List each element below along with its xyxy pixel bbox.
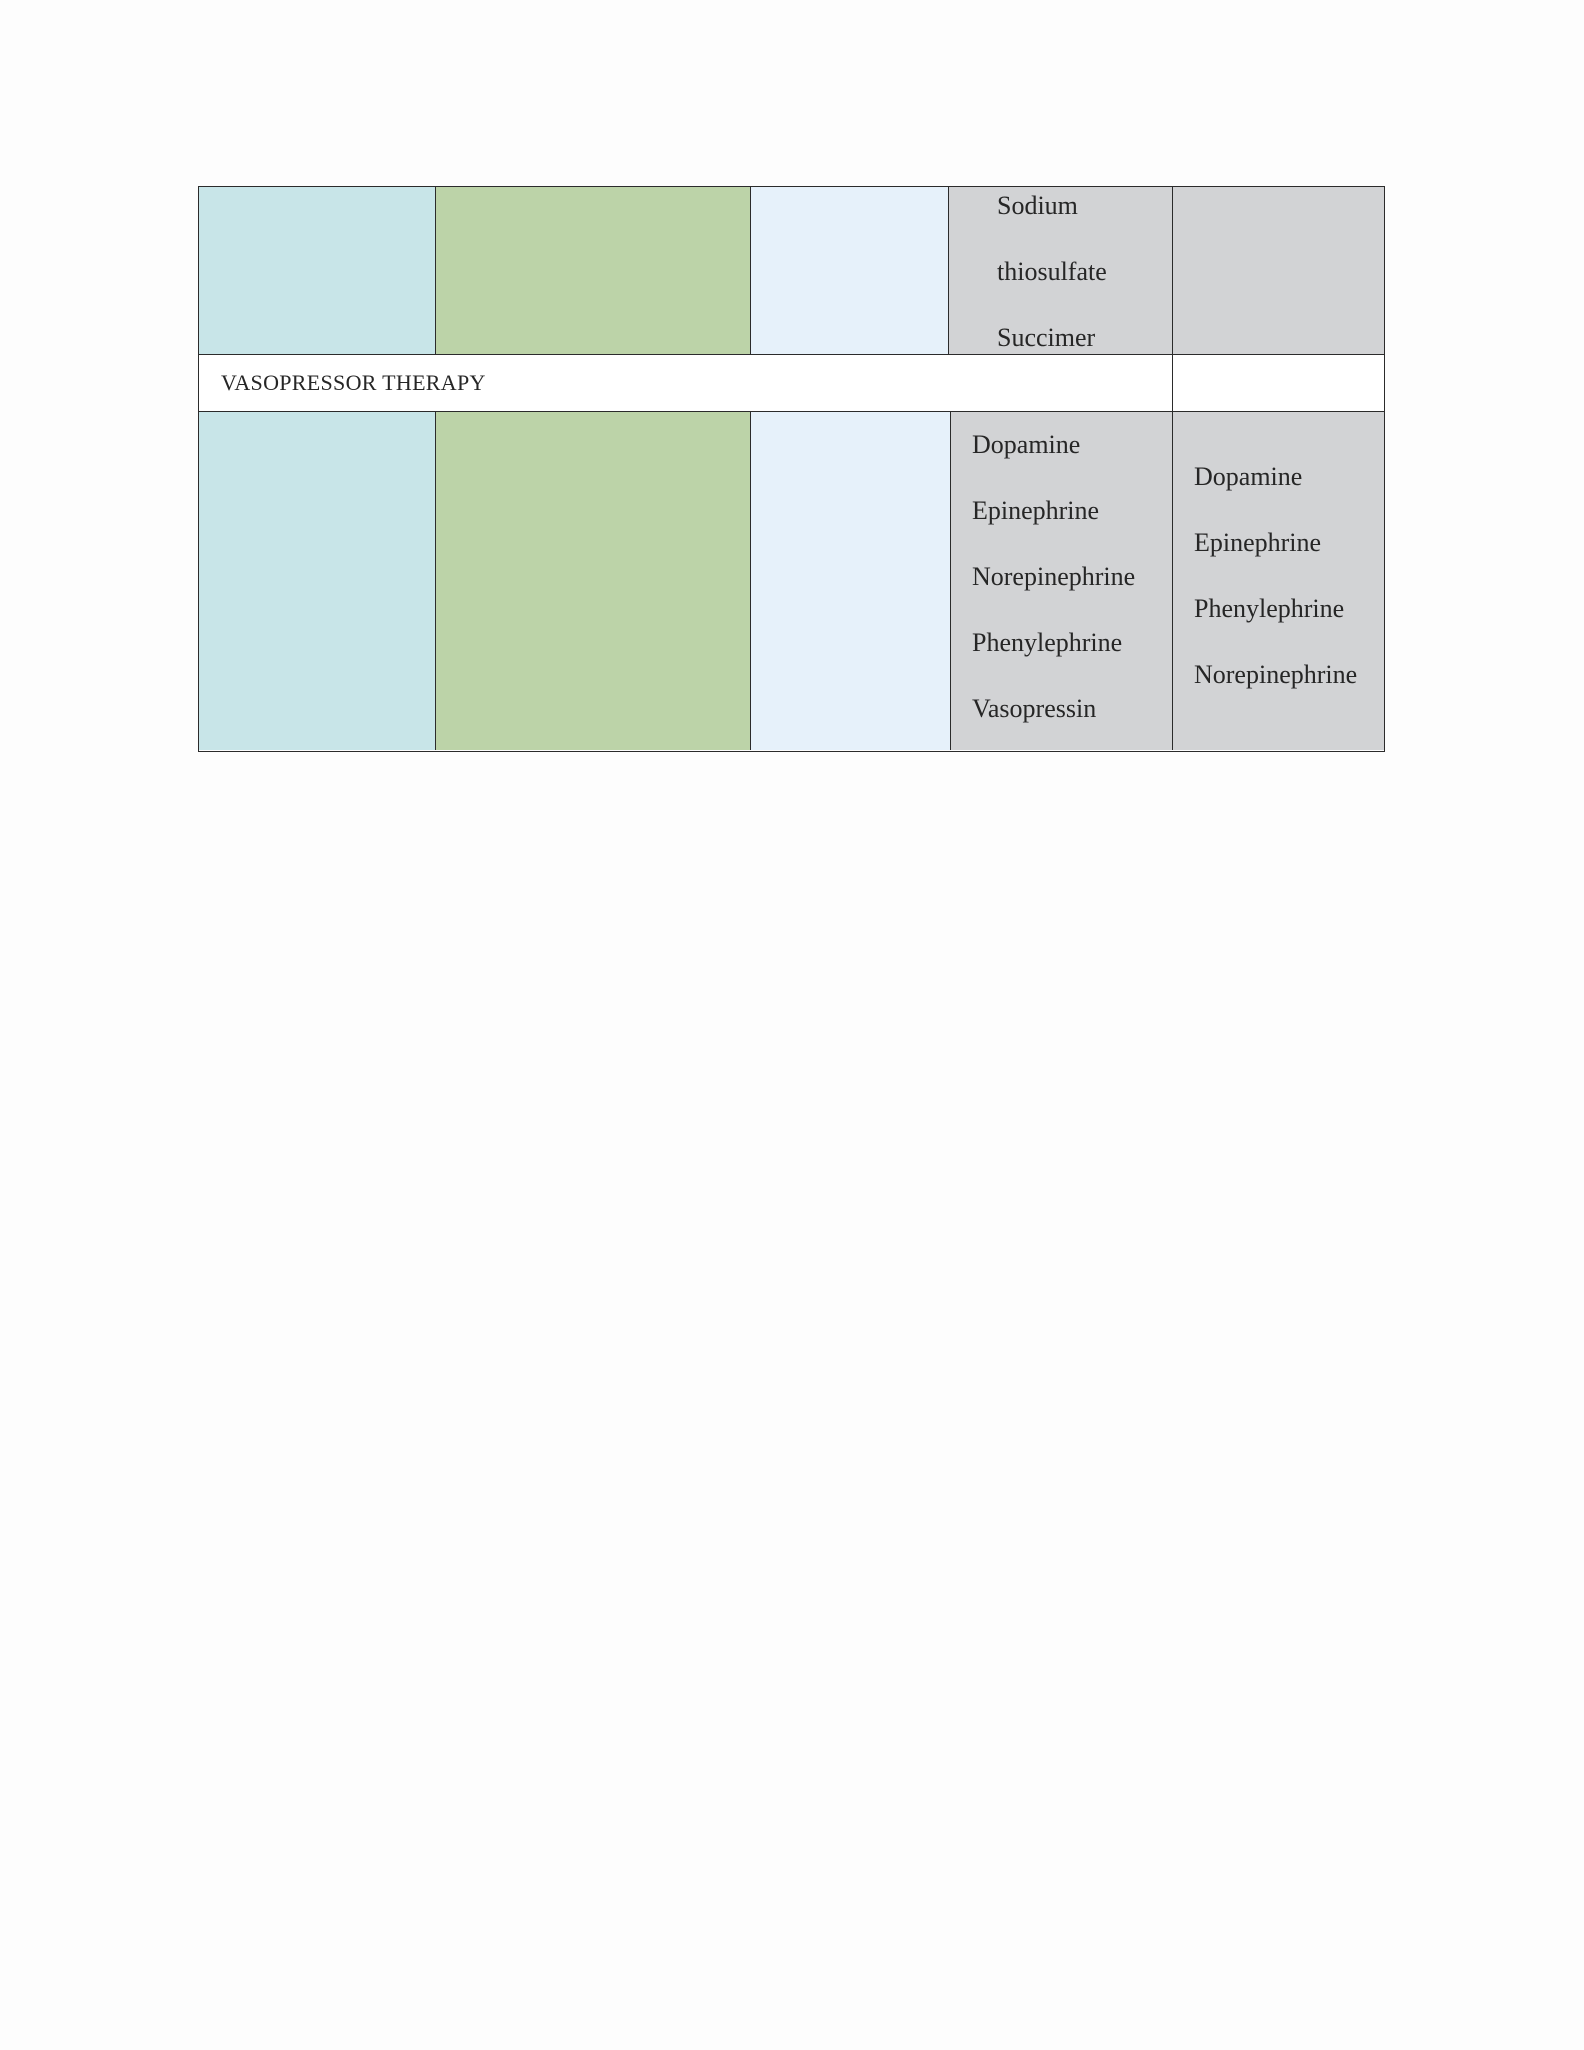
drug-item: Vasopressin [972, 694, 1097, 723]
drug-item: Phenylephrine [1194, 594, 1345, 623]
antidote-table [198, 186, 1385, 752]
row1-col3-cell [751, 187, 949, 355]
drug-item: Norepinephrine [972, 562, 1136, 591]
section-header-empty-cell [1173, 355, 1384, 412]
section-header-cell [199, 355, 1173, 412]
row2-col2-cell [436, 412, 751, 750]
row1-col4-drug-list [997, 173, 1107, 371]
drug-item: Succimer [997, 323, 1096, 352]
drug-item: Norepinephrine [1194, 660, 1358, 689]
row2-col5-cell [1173, 412, 1384, 750]
drug-item: Epinephrine [972, 496, 1100, 525]
drug-item: Epinephrine [1194, 528, 1322, 557]
row2-col5-drug-list [1194, 444, 1357, 708]
drug-item: Sodium [997, 191, 1078, 220]
drug-item: Dopamine [972, 430, 1081, 459]
drug-item: Phenylephrine [972, 628, 1123, 657]
row1-col5-cell [1173, 187, 1384, 355]
row2-col3-cell [751, 412, 951, 750]
row2-col1-cell [199, 412, 436, 750]
row2-col4-cell [951, 412, 1173, 750]
drug-item: thiosulfate [997, 257, 1107, 286]
section-title: VASOPRESSOR THERAPY [221, 370, 486, 395]
row1-col4-cell [949, 187, 1173, 355]
row2-col4-drug-list [972, 412, 1135, 742]
row1-col1-cell [199, 187, 436, 355]
drug-item: Dopamine [1194, 462, 1303, 491]
row1-col2-cell [436, 187, 751, 355]
